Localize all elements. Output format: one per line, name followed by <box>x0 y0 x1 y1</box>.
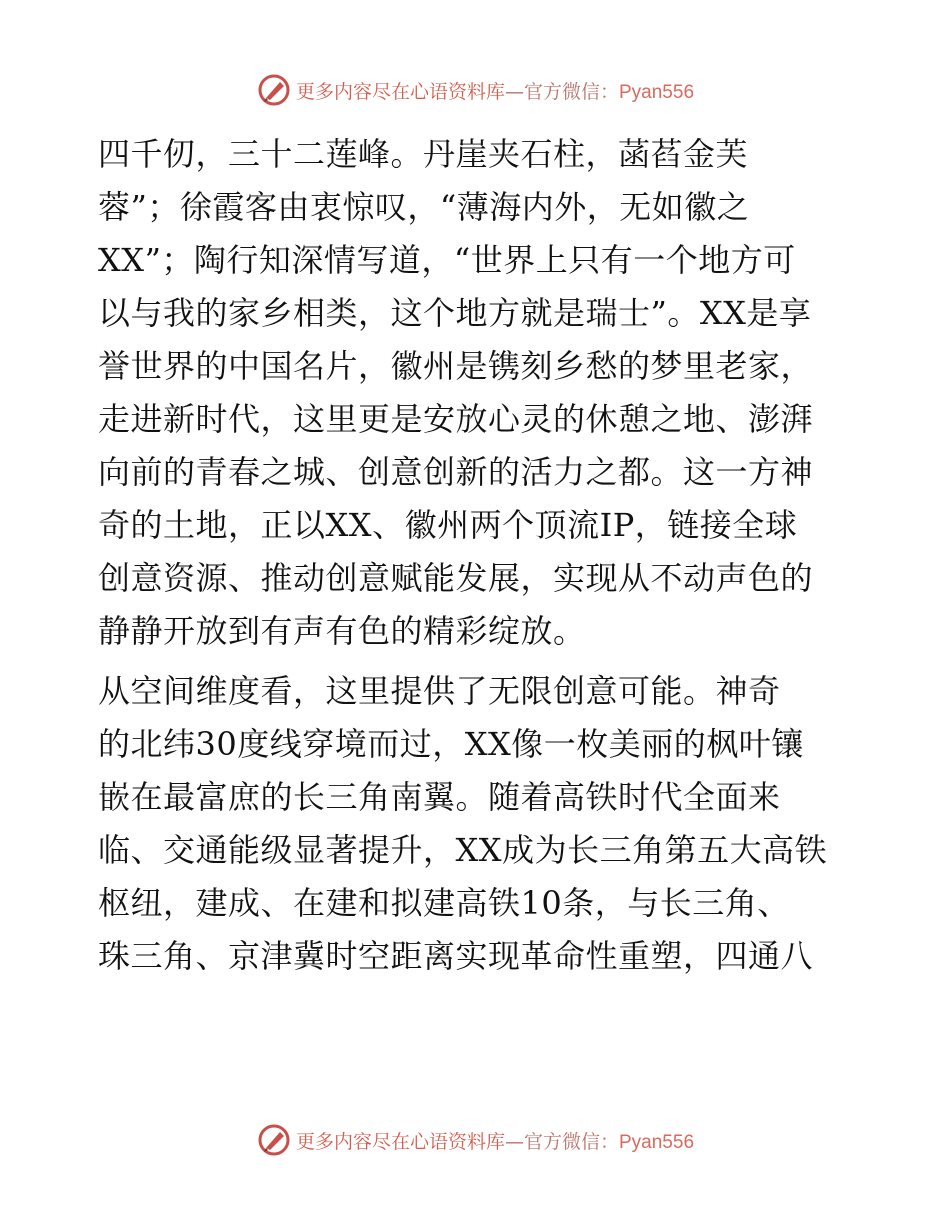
watermark-text: 更多内容尽在心语资料库—官方微信：Pyan556 <box>295 1130 695 1153</box>
text-line: 枢纽，建成、在建和拟建高铁10条，与长三角、 <box>98 884 790 922</box>
text-line: 四千仞，三十二莲峰。丹崖夹石柱，菡萏金芙 <box>98 135 749 173</box>
text-line: 创意资源、推动创意赋能发展，实现从不动声色的 <box>98 559 814 597</box>
text-line: 誉世界的中国名片，徽州是镌刻乡愁的梦里老家， <box>98 347 814 385</box>
text-line: 蓉”；徐霞客由衷惊叹，“薄海内外，无如徽之 <box>98 188 750 226</box>
text-line: 以与我的家乡相类，这个地方就是瑞士”。XX是享 <box>98 294 812 332</box>
text-line: 临、交通能级显著提升，XX成为长三角第五大高铁 <box>98 831 828 869</box>
text-line: 从空间维度看，这里提供了无限创意可能。神奇 <box>98 672 781 710</box>
text-line: 嵌在最富庶的长三角南翼。随着高铁时代全面来 <box>98 778 781 816</box>
text-line: 珠三角、京津冀时空距离实现革命性重塑，四通八 <box>98 937 814 975</box>
text-line: XX”；陶行知深情写道，“世界上只有一个地方可 <box>98 241 796 279</box>
text-line: 向前的青春之城、创意创新的活力之都。这一方神 <box>98 453 814 491</box>
footer-watermark <box>0 1120 950 1160</box>
pen-logo-icon <box>256 72 292 108</box>
document-body <box>98 128 858 983</box>
paragraph-2 <box>98 665 858 983</box>
watermark-text: 更多内容尽在心语资料库—官方微信：Pyan556 <box>295 80 695 103</box>
paragraph-1 <box>98 128 858 658</box>
text-line: 的北纬30度线穿境而过，XX像一枚美丽的枫叶镶 <box>98 725 804 763</box>
text-line: 奇的土地，正以XX、徽州两个顶流IP，链接全球 <box>98 506 798 544</box>
text-line: 走进新时代，这里更是安放心灵的休憩之地、澎湃 <box>98 400 814 438</box>
text-line: 静静开放到有声有色的精彩绽放。 <box>98 612 586 650</box>
header-watermark <box>0 70 950 110</box>
pen-logo-icon <box>256 1122 292 1158</box>
